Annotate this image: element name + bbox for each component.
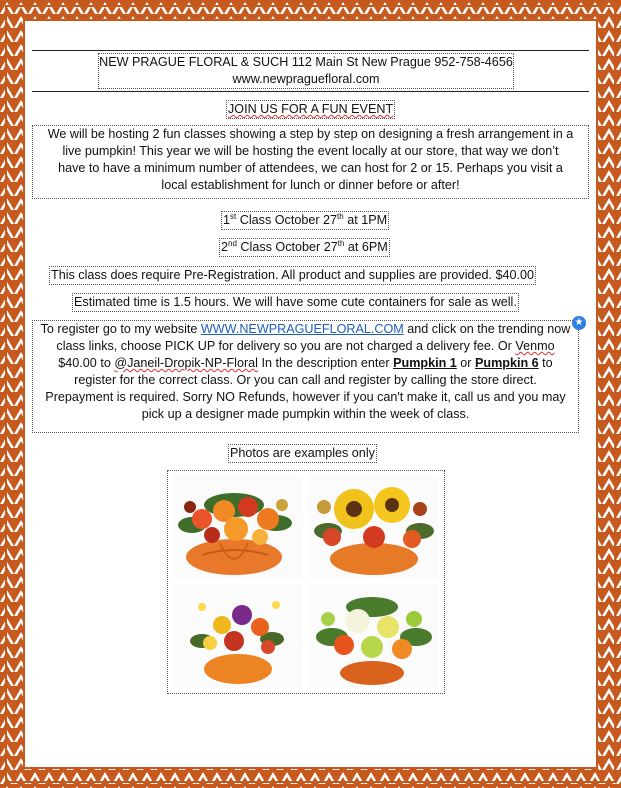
store-name-line: NEW PRAGUE FLORAL & SUCH 112 Main St New Prague 952-758-4656 xyxy=(99,55,513,69)
register-text: $40.00 to xyxy=(58,356,115,370)
photos-caption-text: Photos are examples only xyxy=(230,446,375,460)
intro-line: have to have a minimum number of attendees, we can host for 2 or 15. Perhaps you visit a xyxy=(58,161,563,175)
register-line xyxy=(33,355,578,372)
preregistration-text: This class does require Pre-Registration. All product and supplies are provided. $40.00 xyxy=(51,268,535,282)
register-text: class links, choose PICK UP for delivery so you are not charged a delivery fee. Or xyxy=(56,339,516,353)
register-text: In the description enter xyxy=(257,356,394,370)
pumpkin-1-label: Pumpkin 1 xyxy=(393,356,457,370)
event-title-text: JOIN US FOR A FUN EVENT xyxy=(228,102,394,116)
store-header xyxy=(98,53,514,89)
intro-line: live pumpkin! This year we will be hosting the event locally at our store, that way we don’t xyxy=(62,144,559,158)
intro-line: We will be hosting 2 fun classes showing a step by step on designing a fresh arrangement in a xyxy=(47,127,574,141)
photo-grid xyxy=(167,470,445,694)
registration-paragraph xyxy=(32,320,579,433)
event-title xyxy=(226,100,395,119)
pumpkin-6-label: Pumpkin 6 xyxy=(475,356,539,370)
register-line: pick up a designer made pumpkin within the week of class. xyxy=(141,407,470,421)
header-top-rule xyxy=(32,50,589,51)
class-1-date: Class October 27 xyxy=(236,213,338,227)
preregistration-note xyxy=(49,266,536,285)
intro-line: local establishment for lunch or dinner before or after! xyxy=(161,178,460,192)
venmo-handle: @Janeil-Dropik-NP-Floral xyxy=(114,356,258,370)
star-badge-icon[interactable]: ★ xyxy=(572,316,586,330)
class-2-ordinal: nd xyxy=(228,238,237,248)
class-2-time xyxy=(219,238,390,257)
register-text: to xyxy=(538,356,553,370)
website-link[interactable]: WWW.NEWPRAGUEFLORAL.COM xyxy=(200,322,404,336)
class-1-hour: at 1PM xyxy=(343,213,388,227)
class-2-number: 2 xyxy=(221,240,229,254)
class-1-number: 1 xyxy=(223,213,231,227)
register-text: or xyxy=(456,356,475,370)
register-line: Prepayment is required. Sorry NO Refunds, however if you can't make it, call us and you may xyxy=(45,390,566,404)
register-text: and click on the trending now xyxy=(403,322,571,336)
register-text: To register go to my website xyxy=(40,322,201,336)
intro-paragraph xyxy=(32,125,589,199)
register-line xyxy=(33,321,578,338)
pumpkin-arrangement-photo-4 xyxy=(308,585,438,688)
venmo-text: Venmo xyxy=(515,339,555,353)
photos-caption xyxy=(228,444,377,463)
pumpkin-arrangement-photo-2 xyxy=(308,475,438,578)
class-2-hour: at 6PM xyxy=(344,240,388,254)
pumpkin-arrangement-photo-3 xyxy=(172,585,302,688)
estimated-time-text: Estimated time is 1.5 hours. We will have some cute containers for sale as well. xyxy=(74,295,517,309)
class-1-time xyxy=(221,211,389,230)
register-line: register for the correct class. Or you can call and register by calling the store direct. xyxy=(74,373,537,387)
class-2-date-ordinal: th xyxy=(337,238,345,248)
store-website-line: www.newpraguefloral.com xyxy=(232,72,380,86)
estimated-time-note xyxy=(72,293,519,312)
pumpkin-arrangement-photo-1 xyxy=(172,475,302,578)
class-1-ordinal: st xyxy=(230,211,237,221)
header-bottom-rule xyxy=(32,91,589,92)
class-1-date-ordinal: th xyxy=(337,211,344,221)
class-2-date: Class October 27 xyxy=(236,240,338,254)
register-line xyxy=(33,338,578,355)
